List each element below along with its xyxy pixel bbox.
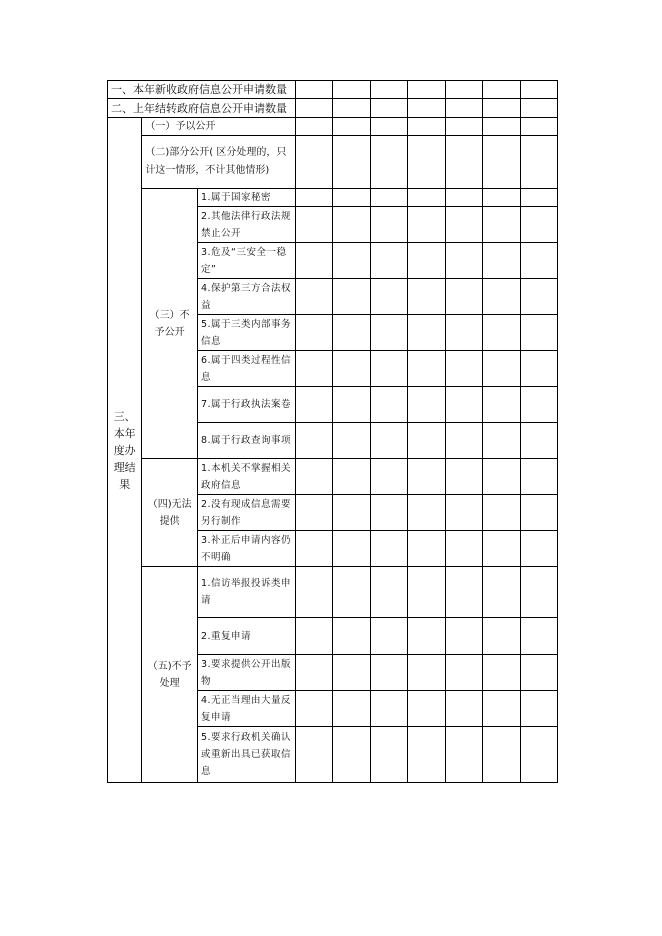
value-cell[interactable]: [370, 81, 407, 99]
value-cell[interactable]: [333, 279, 370, 315]
item-cannot-provide-1: 1.本机关不掌握相关政府信息: [197, 459, 295, 495]
value-cell[interactable]: [333, 691, 370, 727]
item-not-disclose-4: 4.保护第三方合法权益: [197, 279, 295, 315]
value-cell[interactable]: [296, 495, 333, 531]
value-cell[interactable]: [370, 136, 407, 189]
table-row: [108, 136, 558, 189]
value-cell[interactable]: [520, 387, 558, 423]
value-cell[interactable]: [370, 567, 407, 618]
category-disclose: （一）予以公开: [142, 118, 296, 136]
value-cell[interactable]: [296, 727, 333, 783]
value-cell[interactable]: [296, 243, 333, 279]
value-cell[interactable]: [408, 459, 445, 495]
value-cell[interactable]: [520, 207, 558, 243]
category-not-process: （五)不予处理: [142, 567, 198, 783]
disclosure-statistics-table: [107, 80, 558, 783]
value-cell[interactable]: [370, 279, 407, 315]
value-cell[interactable]: [483, 459, 520, 495]
value-cell[interactable]: [445, 567, 482, 618]
value-cell[interactable]: [333, 567, 370, 618]
item-not-disclose-5: 5.属于三类内部事务信息: [197, 315, 295, 351]
value-cell[interactable]: [333, 118, 370, 136]
value-cell[interactable]: [296, 81, 333, 99]
value-cell[interactable]: [445, 387, 482, 423]
value-cell[interactable]: [408, 99, 445, 118]
item-cannot-provide-2: 2.没有现成信息需要另行制作: [197, 495, 295, 531]
item-not-disclose-8: 8.属于行政查询事项: [197, 423, 295, 459]
value-cell[interactable]: [483, 567, 520, 618]
value-cell[interactable]: [520, 99, 558, 118]
value-cell[interactable]: [483, 81, 520, 99]
category-partial: （二)部分公开( 区分处理的，只计这一情形，不计其他情形): [142, 136, 296, 189]
value-cell[interactable]: [370, 207, 407, 243]
value-cell[interactable]: [445, 727, 482, 783]
value-cell[interactable]: [520, 423, 558, 459]
item-not-process-1: 1.信访举报投诉类申请: [197, 567, 295, 618]
table-row: [108, 81, 558, 99]
value-cell[interactable]: [445, 351, 482, 387]
value-cell[interactable]: [520, 691, 558, 727]
value-cell[interactable]: [408, 423, 445, 459]
value-cell[interactable]: [408, 243, 445, 279]
value-cell[interactable]: [520, 727, 558, 783]
value-cell[interactable]: [445, 459, 482, 495]
value-cell[interactable]: [445, 81, 482, 99]
value-cell[interactable]: [296, 531, 333, 567]
value-cell[interactable]: [408, 567, 445, 618]
value-cell[interactable]: [370, 243, 407, 279]
value-cell[interactable]: [296, 655, 333, 691]
value-cell[interactable]: [296, 387, 333, 423]
value-cell[interactable]: [483, 99, 520, 118]
value-cell[interactable]: [408, 618, 445, 655]
value-cell[interactable]: [483, 423, 520, 459]
item-not-process-4: 4.无正当理由大量反复申请: [197, 691, 295, 727]
value-cell[interactable]: [408, 207, 445, 243]
value-cell[interactable]: [483, 655, 520, 691]
value-cell[interactable]: [333, 531, 370, 567]
value-cell[interactable]: [408, 136, 445, 189]
value-cell[interactable]: [296, 423, 333, 459]
value-cell[interactable]: [520, 243, 558, 279]
value-cell[interactable]: [520, 118, 558, 136]
value-cell[interactable]: [370, 423, 407, 459]
value-cell[interactable]: [408, 279, 445, 315]
value-cell[interactable]: [483, 618, 520, 655]
value-cell[interactable]: [296, 691, 333, 727]
value-cell[interactable]: [520, 495, 558, 531]
value-cell[interactable]: [296, 459, 333, 495]
value-cell[interactable]: [333, 423, 370, 459]
value-cell[interactable]: [445, 423, 482, 459]
value-cell[interactable]: [520, 315, 558, 351]
value-cell[interactable]: [333, 81, 370, 99]
value-cell[interactable]: [333, 618, 370, 655]
value-cell[interactable]: [483, 531, 520, 567]
value-cell[interactable]: [520, 618, 558, 655]
value-cell[interactable]: [408, 531, 445, 567]
value-cell[interactable]: [370, 655, 407, 691]
value-cell[interactable]: [483, 727, 520, 783]
value-cell[interactable]: [333, 243, 370, 279]
value-cell[interactable]: [333, 727, 370, 783]
value-cell[interactable]: [408, 315, 445, 351]
value-cell[interactable]: [445, 99, 482, 118]
value-cell[interactable]: [445, 136, 482, 189]
value-cell[interactable]: [370, 189, 407, 207]
value-cell[interactable]: [483, 189, 520, 207]
value-cell[interactable]: [370, 727, 407, 783]
table-row: [108, 567, 558, 618]
table-row: [108, 189, 558, 207]
value-cell[interactable]: [408, 387, 445, 423]
value-cell[interactable]: [520, 189, 558, 207]
value-cell[interactable]: [445, 243, 482, 279]
item-not-disclose-3: 3.危及“三安全一稳定”: [197, 243, 295, 279]
value-cell[interactable]: [520, 531, 558, 567]
value-cell[interactable]: [333, 655, 370, 691]
value-cell[interactable]: [333, 99, 370, 118]
value-cell[interactable]: [296, 315, 333, 351]
value-cell[interactable]: [333, 136, 370, 189]
value-cell[interactable]: [483, 495, 520, 531]
value-cell[interactable]: [408, 495, 445, 531]
item-not-process-5: 5.要求行政机关确认或重新出具已获取信息: [197, 727, 295, 783]
value-cell[interactable]: [520, 459, 558, 495]
value-cell[interactable]: [520, 279, 558, 315]
value-cell[interactable]: [445, 279, 482, 315]
value-cell[interactable]: [296, 118, 333, 136]
value-cell[interactable]: [333, 189, 370, 207]
value-cell[interactable]: [445, 531, 482, 567]
value-cell[interactable]: [445, 655, 482, 691]
value-cell[interactable]: [370, 315, 407, 351]
value-cell[interactable]: [370, 495, 407, 531]
row-label-carried-over: 二、上年结转政府信息公开申请数量: [108, 99, 296, 118]
value-cell[interactable]: [408, 351, 445, 387]
value-cell[interactable]: [483, 118, 520, 136]
value-cell[interactable]: [333, 315, 370, 351]
value-cell[interactable]: [408, 81, 445, 99]
row-label-results: 三、本年度办理结果: [108, 118, 142, 783]
value-cell[interactable]: [370, 459, 407, 495]
value-cell[interactable]: [333, 351, 370, 387]
value-cell[interactable]: [445, 207, 482, 243]
value-cell[interactable]: [520, 136, 558, 189]
value-cell[interactable]: [483, 136, 520, 189]
value-cell[interactable]: [483, 351, 520, 387]
value-cell[interactable]: [296, 189, 333, 207]
item-not-disclose-6: 6.属于四类过程性信息: [197, 351, 295, 387]
value-cell[interactable]: [408, 655, 445, 691]
value-cell[interactable]: [445, 118, 482, 136]
value-cell[interactable]: [370, 531, 407, 567]
value-cell[interactable]: [296, 207, 333, 243]
value-cell[interactable]: [408, 691, 445, 727]
value-cell[interactable]: [408, 189, 445, 207]
value-cell[interactable]: [445, 315, 482, 351]
value-cell[interactable]: [520, 655, 558, 691]
value-cell[interactable]: [296, 567, 333, 618]
value-cell[interactable]: [370, 118, 407, 136]
value-cell[interactable]: [370, 387, 407, 423]
value-cell[interactable]: [445, 189, 482, 207]
item-cannot-provide-3: 3.补正后申请内容仍不明确: [197, 531, 295, 567]
category-cannot-provide: （四)无法提供: [142, 459, 198, 567]
value-cell[interactable]: [483, 691, 520, 727]
table-row: [108, 118, 558, 136]
value-cell[interactable]: [483, 315, 520, 351]
table-row: [108, 459, 558, 495]
value-cell[interactable]: [370, 99, 407, 118]
value-cell[interactable]: [333, 459, 370, 495]
category-not-disclose: （三）不予公开: [142, 189, 198, 459]
value-cell[interactable]: [296, 279, 333, 315]
value-cell[interactable]: [370, 618, 407, 655]
item-not-process-3: 3.要求提供公开出版物: [197, 655, 295, 691]
value-cell[interactable]: [483, 243, 520, 279]
value-cell[interactable]: [520, 567, 558, 618]
value-cell[interactable]: [333, 495, 370, 531]
value-cell[interactable]: [296, 351, 333, 387]
value-cell[interactable]: [445, 691, 482, 727]
value-cell[interactable]: [520, 351, 558, 387]
value-cell[interactable]: [333, 207, 370, 243]
value-cell[interactable]: [483, 387, 520, 423]
value-cell[interactable]: [408, 118, 445, 136]
value-cell[interactable]: [445, 618, 482, 655]
item-not-process-2: 2.重复申请: [197, 618, 295, 655]
value-cell[interactable]: [296, 136, 333, 189]
table-row: [108, 99, 558, 118]
value-cell[interactable]: [483, 279, 520, 315]
item-not-disclose-1: 1.属于国家秘密: [197, 189, 295, 207]
item-not-disclose-7: 7.属于行政执法案卷: [197, 387, 295, 423]
value-cell[interactable]: [483, 207, 520, 243]
value-cell[interactable]: [520, 81, 558, 99]
value-cell[interactable]: [370, 351, 407, 387]
value-cell[interactable]: [333, 387, 370, 423]
value-cell[interactable]: [296, 99, 333, 118]
value-cell[interactable]: [370, 691, 407, 727]
item-not-disclose-2: 2.其他法律行政法规禁止公开: [197, 207, 295, 243]
value-cell[interactable]: [445, 495, 482, 531]
value-cell[interactable]: [408, 727, 445, 783]
row-label-new-requests: 一、本年新收政府信息公开申请数量: [108, 81, 296, 99]
value-cell[interactable]: [296, 618, 333, 655]
